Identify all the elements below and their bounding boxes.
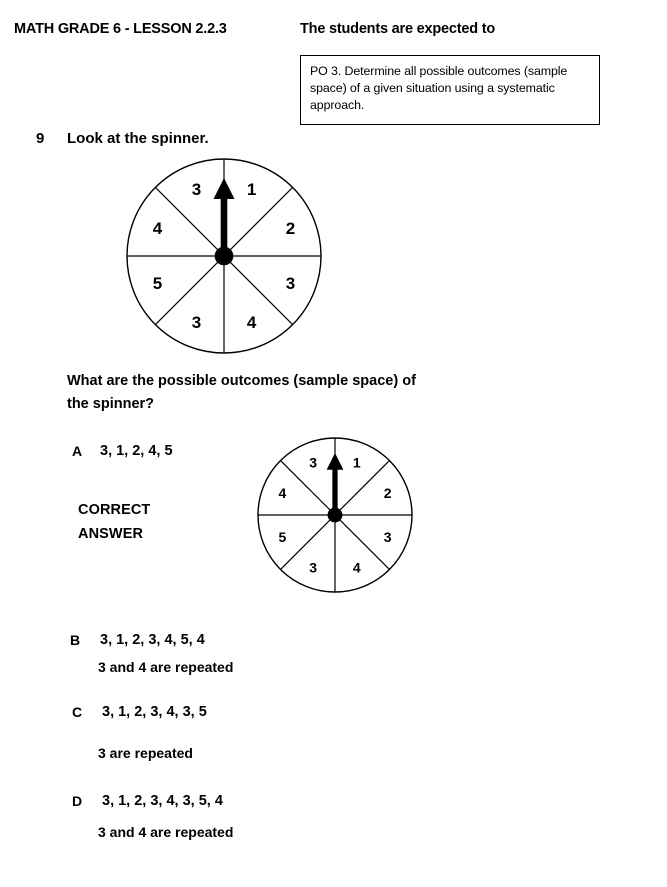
answer-choice-text[interactable]: 3, 1, 2, 3, 4, 3, 5 [102, 704, 207, 720]
spinner-sector-label: 3 [191, 179, 202, 199]
answer-choice-text[interactable]: 3, 1, 2, 4, 5 [100, 443, 173, 459]
spinner-sector-label: 4 [152, 218, 163, 238]
answer-choice-letter[interactable]: D [72, 793, 83, 809]
question-body-text: What are the possible outcomes (sample space) of the spinner? [67, 373, 416, 412]
answer-choice-note: 3 and 4 are repeated [98, 824, 234, 840]
question-number: 9 [36, 130, 45, 147]
correct-answer-label [78, 498, 150, 546]
spinner-sector-label: 4 [278, 485, 287, 502]
spinner-sector-label: 4 [246, 313, 257, 333]
answer-choice-letter[interactable]: A [72, 443, 83, 459]
spinner-sector-label: 3 [191, 313, 202, 333]
spinner-sector-label: 1 [352, 454, 361, 471]
spinner-sector-label: 4 [352, 559, 361, 576]
spinner-sector-label: 1 [246, 179, 257, 199]
spinner-sector-label: 2 [383, 485, 392, 502]
correct-answer-line: ANSWER [78, 526, 144, 542]
spinner-sector-label: 3 [285, 274, 296, 294]
objective-text: PO 3. Determine all possible outcomes (sample space) of a given situation using a systematic approach. [310, 64, 568, 112]
spinner-sector-label: 3 [383, 528, 392, 545]
answer-choice-text[interactable]: 3, 1, 2, 3, 4, 3, 5, 4 [102, 793, 223, 809]
spinner-sector-label: 3 [309, 559, 318, 576]
answer-choice-note: 3 and 4 are repeated [98, 659, 234, 675]
spinner-hub [215, 247, 234, 266]
answer-choice-note: 3 are repeated [98, 745, 193, 761]
spinner-sector-label: 5 [278, 528, 287, 545]
correct-answer-line: CORRECT [78, 502, 151, 518]
expectation-heading: The students are expected to [300, 21, 496, 37]
spinner-sector-label: 3 [309, 454, 318, 471]
answer-choice-letter[interactable]: B [70, 632, 81, 648]
spinner-sector-label: 2 [285, 218, 296, 238]
answer-choice-letter[interactable]: C [72, 704, 83, 720]
answer-choice-text[interactable]: 3, 1, 2, 3, 4, 5, 4 [100, 632, 205, 648]
question-prompt: Look at the spinner. [67, 130, 209, 147]
spinner-sector-label: 5 [152, 274, 163, 294]
spinner-hub [328, 508, 343, 523]
lesson-title: MATH GRADE 6 - LESSON 2.2.3 [14, 21, 227, 37]
